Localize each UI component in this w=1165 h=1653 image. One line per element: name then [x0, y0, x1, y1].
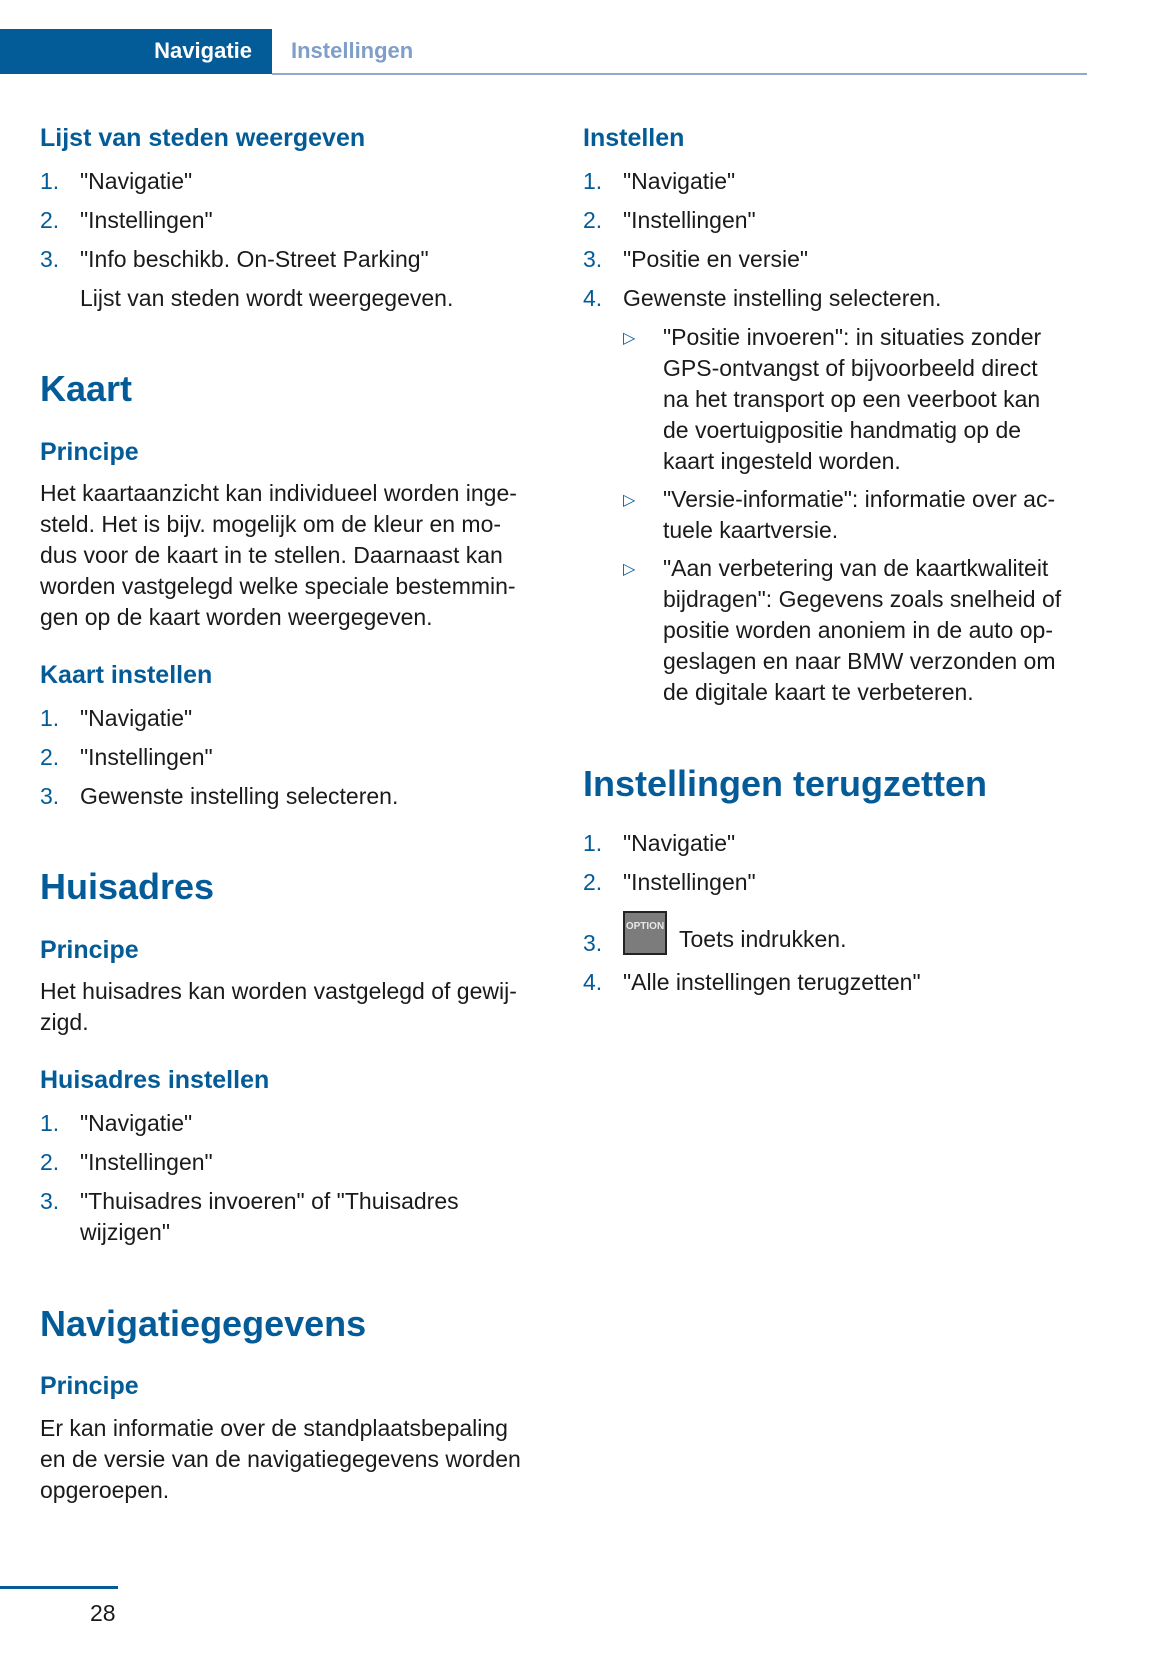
heading-principe: Principe — [40, 936, 139, 964]
paragraph-line: en de versie van de navigatiegegevens worden — [40, 1446, 521, 1472]
paragraph-line: zigd. — [40, 1009, 89, 1035]
section-tab-active — [0, 29, 272, 74]
heading-principe: Principe — [40, 438, 139, 466]
heading-huisadres: Huisadres — [40, 866, 215, 907]
paragraph-line: steld. Het is bijv. mogelijk om de kleur en mo- — [40, 511, 502, 537]
page-number: 28 — [90, 1600, 116, 1626]
step-result: Lijst van steden wordt weergegeven. — [80, 285, 454, 311]
bullet-item: ▷ "Positie invoeren": in situaties zonder GPS-ontvangst of bijvoorbeeld direct na het transport op een veerboot kan de voertuigpositie handmatig op de kaart ingesteld worden. — [623, 324, 1042, 474]
heading-kaart-instellen: Kaart instellen — [40, 661, 213, 689]
paragraph-line: Het huisadres kan worden vastgelegd of gewij- — [40, 978, 517, 1004]
list-item-continuation: wijzigen" — [80, 1219, 170, 1245]
heading-kaart: Kaart — [40, 368, 133, 409]
heading-instellingen-terugzetten: Instellingen terugzetten — [583, 763, 988, 804]
bullet-item: ▷ "Aan verbetering van de kaartkwaliteit bijdragen": Gegevens zoals snelheid of positie worden anoniem in de auto op- geslagen en naar BMW verzonden om de digitale kaart te verbeteren. — [623, 555, 1062, 705]
paragraph-line: opgeroepen. — [40, 1477, 170, 1503]
triangle-bullet-icon: ▷ — [623, 492, 636, 509]
paragraph-line: worden vastgelegd welke speciale bestemmin- — [40, 573, 516, 599]
section-title: Navigatie — [154, 38, 252, 63]
heading-huisadres-instellen: Huisadres instellen — [40, 1066, 270, 1094]
triangle-bullet-icon: ▷ — [623, 561, 636, 578]
heading-lijst-steden: Lijst van steden weergeven — [40, 124, 366, 152]
triangle-bullet-icon: ▷ — [623, 330, 636, 347]
heading-principe: Principe — [40, 1372, 139, 1400]
option-key-icon: OPTION — [623, 911, 667, 955]
heading-instellen: Instellen — [583, 124, 685, 152]
header-rule — [272, 73, 1087, 75]
subsection-title: Instellingen — [291, 38, 414, 63]
paragraph-line: dus voor de kaart in te stellen. Daarnaast kan — [40, 542, 503, 568]
paragraph-line: gen op de kaart worden weergegeven. — [40, 604, 433, 630]
paragraph-line: Er kan informatie over de standplaatsbepaling — [40, 1415, 508, 1441]
bullet-item: ▷ "Versie-informatie": informatie over ac- tuele kaartversie. — [623, 486, 1056, 543]
heading-navigatiegegevens: Navigatiegegevens — [40, 1303, 367, 1344]
paragraph-line: Het kaartaanzicht kan individueel worden inge- — [40, 480, 517, 506]
footer-rule — [0, 1586, 118, 1589]
